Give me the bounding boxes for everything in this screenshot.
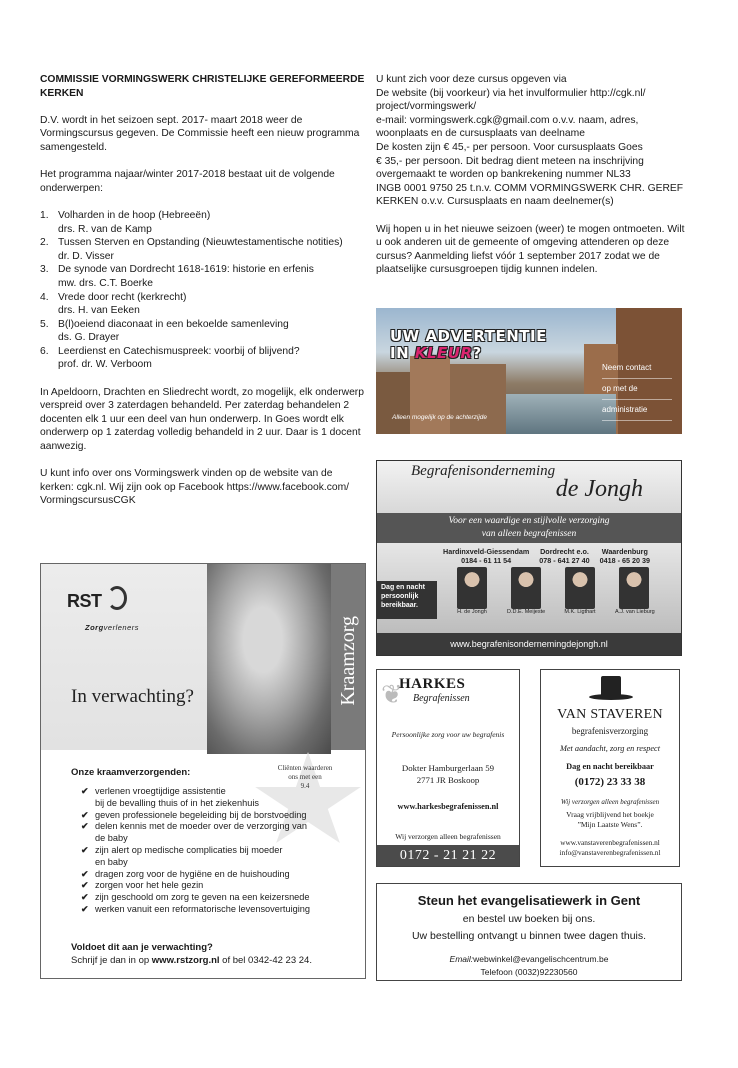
check-icon: ✔ <box>81 903 89 914</box>
subject-title: De synode van Dordrecht 1618-1619: historie en erfenis <box>58 264 314 276</box>
ad-de-jongh-tagline: Voor een waardige en stijlvolle verzorging van alleen begrafenissen <box>377 513 681 543</box>
list-item: 1. Volharden in de hoop (Hebreeën) drs. R. van de Kamp <box>40 209 211 235</box>
harkes-subtitle: Begrafenissen <box>413 692 470 704</box>
rst-logo: RST <box>67 591 102 611</box>
ad-de-jongh-title: Begrafenisonderneming <box>411 463 556 479</box>
rst-subtitle: Zorgverleners <box>85 623 140 632</box>
list-item: ✔ delen kennis met de moeder over de verzorging van <box>81 821 307 832</box>
article-right-column <box>376 73 688 277</box>
subject-speaker: prof. dr. W. Verboom <box>58 359 152 371</box>
article-left-column <box>40 73 368 508</box>
list-item: ✔ werken vanuit een reformatorische levensovertuiging <box>81 903 311 914</box>
staveren-booklet: Vraag vrijblijvend het boekje ”Mijn Laatste Wens”. <box>566 810 654 829</box>
harkes-phone: 0172 - 21 21 22 <box>377 845 519 867</box>
subject-speaker: drs. R. van de Kamp <box>58 223 152 235</box>
staveren-slogan: Met aandacht, zorg en respect <box>559 744 661 753</box>
subject-title: Vrede door recht (kerkrecht) <box>58 291 187 303</box>
check-icon: ✔ <box>81 892 89 903</box>
ad-de-jongh-availability: Dag en nacht persoonlijk bereikbaar. <box>377 581 437 619</box>
rst-logo-icon <box>107 586 127 610</box>
rst-rating: Cliënten waarderen ons met een 9.4 <box>277 764 333 790</box>
subject-title: Volharden in de hoop (Hebreeën) <box>58 209 211 221</box>
program-intro: Het programma najaar/winter 2017-2018 bestaat uit de volgende onderwerpen: <box>40 169 335 194</box>
list-item: de baby <box>95 833 128 844</box>
check-icon: ✔ <box>81 844 89 855</box>
list-item: 2. Tussen Sterven en Opstanding (Nieuwtestamentische notities) dr. D. Visser <box>40 237 343 262</box>
ad-color-advertising <box>376 308 682 434</box>
list-item: ✔ dragen zorg voor de hygiëne en de huishouding <box>81 868 290 879</box>
gent-title: Steun het evangelisatiewerk in Gent <box>417 893 641 908</box>
ad-rst-zorg <box>40 563 366 979</box>
gent-line-3: Uw bestelling ontvangt u binnen twee dagen thuis. <box>411 930 647 943</box>
staveren-name: VAN STAVEREN <box>557 707 663 722</box>
list-item: ✔ zijn alert op medische complicaties bij moeder <box>81 844 283 855</box>
rst-url[interactable]: www.rstzorg.nl <box>151 955 220 966</box>
article-locations: In Apeldoorn, Drachten en Sliedrecht wordt, zo mogelijk, elk onderwerp verspreid over 3 zaterdagen behandeld. Per zaterdag behandelen 2 docenten elk 1 uur een deel van hun onderwerp. In Goes wordt elk onderwerp op 1 zaterdag volledig behandeld in 2 uur. Daar is 1 docent aanwezig. <box>40 386 364 453</box>
article-intro: D.V. wordt in het seizoen sept. 2017- maart 2018 weer de Vormingscursus gegeven. De Commissie heeft een nieuw programma samengesteld. <box>40 114 360 153</box>
ad-de-jongh <box>376 460 682 656</box>
baby-photo <box>207 564 331 754</box>
ad-color-footnote: Alleen mogelijk op de achterzijde <box>392 414 488 422</box>
ad-gent <box>376 883 682 981</box>
staveren-line: Wij verzorgen alleen begrafenissen <box>560 798 660 806</box>
article-info: U kunt info over ons Vormingswerk vinden op de website van de kerken: cgk.nl. Wij zijn ook op Facebook https://www.facebook.com/ VormingscursusCGK <box>40 468 350 507</box>
list-item: ✔ geven professionele begeleiding bij de borstvoeding <box>81 809 307 820</box>
list-item: ✔ zorgen voor het hele gezin <box>81 880 204 891</box>
list-item: ✔ verlenen vroegtijdige assistentie <box>81 786 226 796</box>
harkes-address: Dokter Hamburgerlaan 59 2771 JR Boskoop <box>401 763 495 785</box>
ad-de-jongh-url: www.begrafenisondernemingdejongh.nl <box>377 633 681 655</box>
list-item: bij de bevalling thuis of in het ziekenhuis <box>95 797 259 808</box>
rst-question: In verwachting? <box>71 686 194 707</box>
ad-de-jongh-locations: Hardinxveld-Giessendam 0184 - 61 11 54 Dordrecht e.o. 078 - 641 27 40 Waardenburg 0418 - 65 20 39 <box>443 547 651 565</box>
article-heading: COMMISSIE VORMINGSWERK CHRISTELIJKE GEREFORMEERDE KERKEN <box>40 74 365 99</box>
portrait-photo <box>457 567 487 609</box>
check-icon: ✔ <box>81 880 89 891</box>
portrait-photo <box>511 567 541 609</box>
ad-van-staveren <box>540 669 680 867</box>
ad-harkes <box>376 669 520 867</box>
check-icon: ✔ <box>81 809 89 820</box>
list-item: 4. Vrede door recht (kerkrecht) drs. H. van Eeken <box>40 291 187 317</box>
harkes-url[interactable]: www.harkesbegrafenissen.nl <box>397 802 499 811</box>
canal-water <box>506 394 616 434</box>
subject-title: Leerdienst en Catechismuspreek: voorbij of blijvend? <box>58 345 300 357</box>
list-item: en baby <box>95 856 128 867</box>
article-closing: Wij hopen u in het nieuwe seizoen (weer) te mogen ontmoeten. Wilt u ook anderen uit de gemeente of omgeving attenderen op deze cursus? Aanmelding liefst vóór 1 september 2017 zodat we de plaatselijke cursusgroepen tijdig kunnen indelen. <box>376 223 685 276</box>
gent-line-2: en bestel uw boeken bij ons. <box>462 912 596 925</box>
harkes-line: Wij verzorgen alleen begrafenissen <box>395 832 501 841</box>
list-item: 5. B(l)oeiend diaconaat in een bekoelde samenleving ds. G. Drayer <box>40 318 289 344</box>
ad-color-title: UW ADVERTENTIE IN KLEUR? <box>390 327 547 362</box>
check-icon: ✔ <box>81 821 89 832</box>
rst-list-heading: Onze kraamverzorgenden: <box>71 767 191 778</box>
rst-band: Kraamzorg <box>331 564 365 750</box>
ad-de-jongh-name: de Jongh <box>555 476 643 502</box>
check-icon: ✔ <box>81 868 89 879</box>
ad-de-jongh-staff: H. de Jongh D.D.E. Meijeste M.K. Ligthart A.J. van Lieburg <box>453 567 653 616</box>
leaf-icon: ❦ <box>381 680 403 709</box>
staveren-subtitle: begrafenisverzorging <box>571 726 649 736</box>
staveren-web[interactable]: www.vanstaverenbegrafenissen.nl info@vanstaverenbegrafenissen.nl <box>559 838 661 857</box>
subject-list <box>40 209 368 372</box>
top-hat-icon <box>589 676 633 704</box>
portrait-photo <box>565 567 595 609</box>
subject-title: B(l)oeiend diaconaat in een bekoelde samenleving <box>58 318 289 330</box>
rst-signup: Schrijf je dan in op www.rstzorg.nl of bel 0342-42 23 24. <box>71 955 312 966</box>
portrait-photo <box>619 567 649 609</box>
gent-phone: Telefoon (0032)92230560 <box>480 967 578 978</box>
subject-speaker: ds. G. Drayer <box>58 332 120 344</box>
list-item: ✔ zijn geschoold om zorg te geven na een keizersnede <box>81 892 310 903</box>
subject-title: Tussen Sterven en Opstanding (Nieuwtestamentische notities) <box>58 237 343 249</box>
harkes-name: HARKES <box>399 676 466 692</box>
staveren-phone: (0172) 23 33 38 <box>574 776 646 788</box>
subject-speaker: mw. drs. C.T. Boerke <box>58 277 153 289</box>
gent-email: Email:webwinkel@evangelischcentrum.be <box>449 953 609 964</box>
list-item: 6. Leerdienst en Catechismuspreek: voorbij of blijvend? prof. dr. W. Verboom <box>40 345 300 371</box>
article-signup: U kunt zich voor deze cursus opgeven via De website (bij voorkeur) via het invulformulier http://cgk.nl/ project/vormingswerk/ e-mail: vormingswerk.cgk@gmail.com o.v.v. naam, adres, woonplaats en de cursusplaats van deelname De kosten zijn € 45,- per persoon. Voor cursusplaats Goes € 35,- per persoon. Dit bedrag dient meteen na inschrijving overgemaakt te worden op bankrekening nummer NL33 INGB 0001 9750 25 t.n.v. COMM VORMINGSWERK CHR. GEREF KERKEN o.v.v. Cursusplaats en naam deelnemer(s) <box>376 74 684 208</box>
rst-question-2: Voldoet dit aan je verwachting? <box>71 942 213 953</box>
ad-color-contact: Neem contact op met de administratie <box>602 358 672 421</box>
rst-list <box>81 786 310 916</box>
subject-speaker: drs. H. van Eeken <box>58 305 140 317</box>
harkes-tagline: Persoonlijke zorg voor uw begrafenis <box>391 730 505 739</box>
list-item: 3. De synode van Dordrecht 1618-1619: historie en erfenis mw. drs. C.T. Boerke <box>40 264 314 289</box>
staveren-availability: Dag en nacht bereikbaar <box>566 762 654 771</box>
subject-speaker: dr. D. Visser <box>58 250 114 262</box>
check-icon: ✔ <box>81 786 89 796</box>
